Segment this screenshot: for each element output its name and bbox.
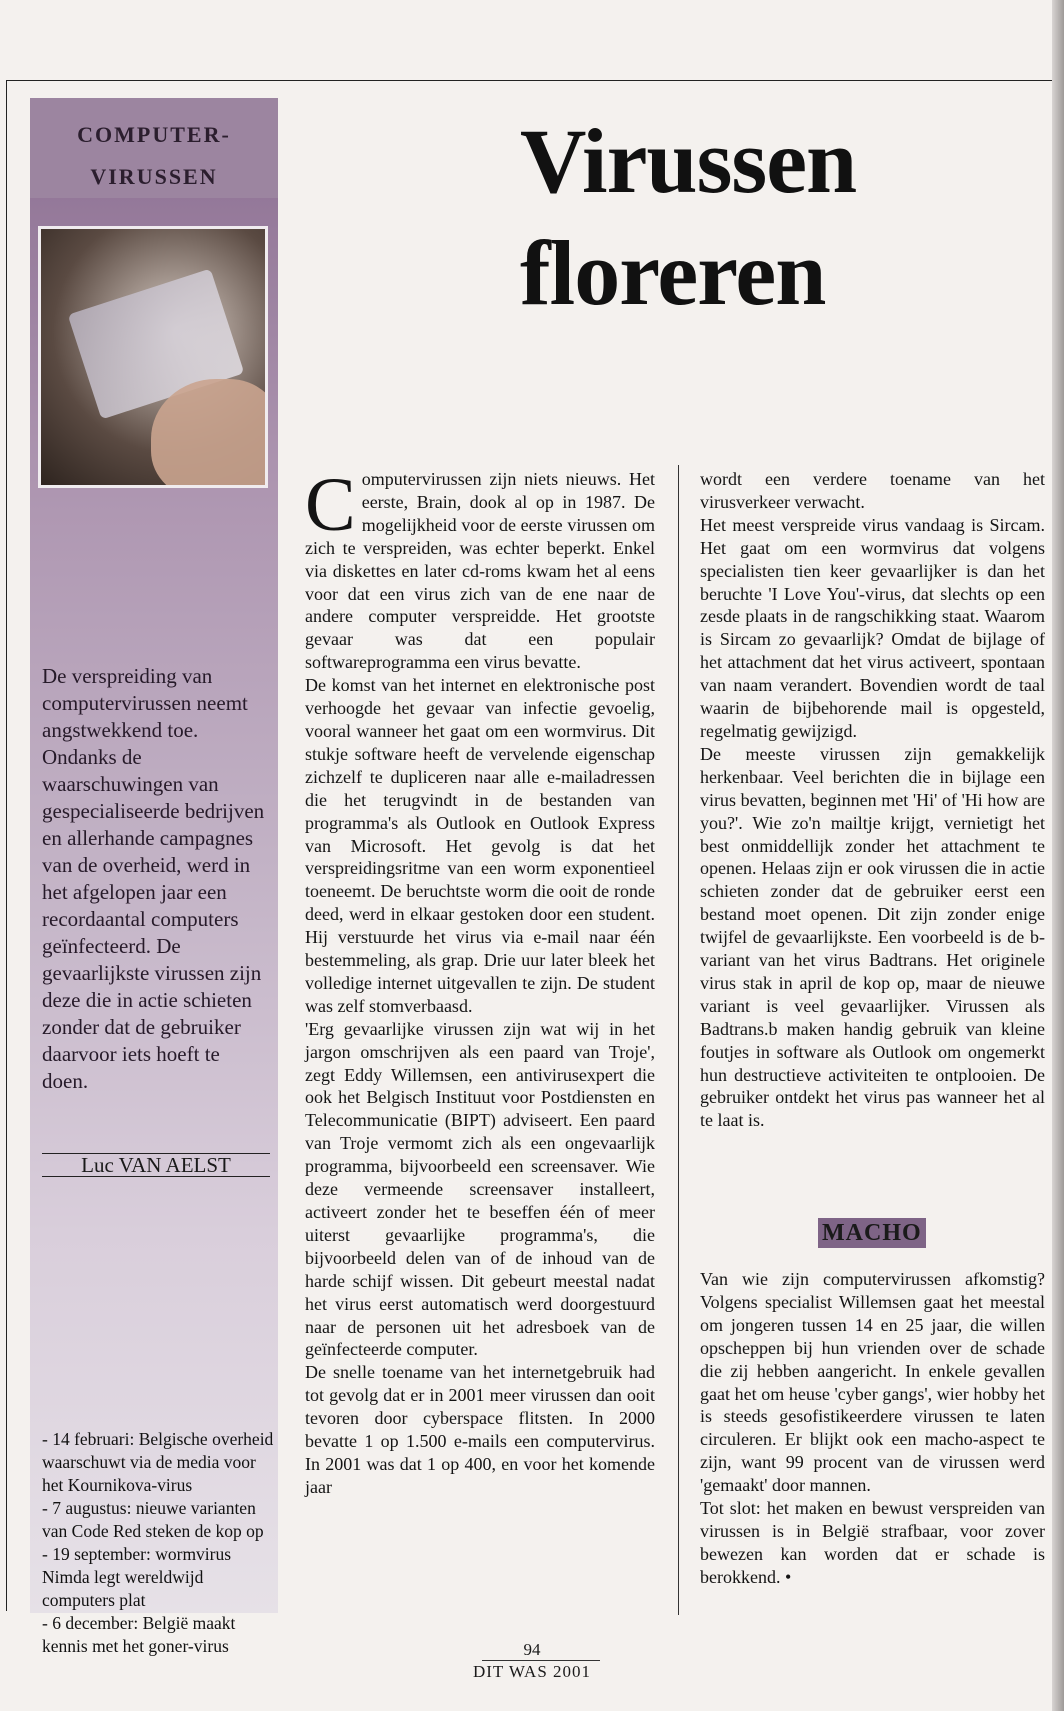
drop-cap: C bbox=[305, 463, 356, 547]
sidebar bbox=[30, 98, 278, 1656]
closing-paragraph bbox=[700, 1497, 1045, 1589]
article-column-1 bbox=[305, 463, 655, 1499]
paragraph: Tot slot: het maken en bewust verspreiden van virussen is in België strafbaar, voor zover bewezen kan worden dat er schade is berokkend. bbox=[700, 1498, 1045, 1587]
publication-name: DIT WAS 2001 bbox=[472, 1662, 592, 1681]
page-number: 94 bbox=[523, 1640, 541, 1659]
sidebar-heading-line2: VIRUSSEN bbox=[90, 164, 218, 189]
article-column-2b bbox=[700, 1268, 1045, 1589]
paragraph: 'Erg gevaarlijke virussen zijn wat wij in het jargon omschrijven als een paard van Troje', zegt Eddy Willemsen, een antivirusexpert die ook het Belgisch Instituut voor Postdiensten en Telecommunicatie (BIPT) adviseert. Een paard van Troje vermomt zich als een ongevaarlijk programma, bijvoorbeeld een screensaver. Wie deze vermeende screensaver installeert, activeert zonder het te beseffen één of meer uiterst gevaarlijke programma's, die bijvoorbeeld delen van of de inhoud van de harde schijf wissen. Dit gebeurt meestal nadat het virus eerst automatisch werd doorgestuurd naar de personen uit het adresboek van de geïnfecteerde computer. bbox=[305, 1018, 655, 1360]
title-line1: Virussen bbox=[520, 110, 857, 212]
paragraph: De meeste virussen zijn gemakkelijk herkenbaar. Veel berichten die in bijlage een virus bevatten, beginnen met 'Hi' of 'Hi how are you?'. Wie zo'n mailtje krijgt, vernietigt het best onmiddellijk zonder het attachment te openen. Helaas zijn er ook virussen die in actie schieten zonder dat de gebruiker eerst een bestand moet openen. Dit zijn zonder enige twijfel de gevaarlijkste. Een voorbeeld is de b-variant van het virus Badtrans. Het originele virus stak in april de kop op, maar de nieuwe variant is veel gevaarlijker. Virussen als Badtrans.b maken handig gebruik van kleine foutjes in software als Outlook om ongemerkt hun destructieve activiteiten te ontplooien. De gebruiker ontdekt het virus pas wanneer het al te laat is. bbox=[700, 743, 1045, 1131]
page-edge bbox=[1052, 0, 1064, 1711]
article-title bbox=[520, 105, 856, 329]
author-byline: Luc VAN AELST bbox=[42, 1153, 270, 1177]
column-rule bbox=[678, 465, 679, 1615]
article-column-2 bbox=[700, 468, 1045, 1132]
timeline-item: - 19 september: wormvirus Nimda legt wereldwijd computers plat bbox=[42, 1544, 232, 1610]
end-mark: • bbox=[784, 1566, 792, 1587]
sidebar-heading-line1: COMPUTER- bbox=[77, 122, 231, 147]
paragraph: De snelle toename van het internetgebruik had tot gevolg dat er in 2001 meer virussen dan ooit tevoren door cyberspace flitsten. In 2000 bevatte 1 op 1.500 e-mails een computervirus. In 2001 was dat 1 op 400, en voor het komende jaar bbox=[305, 1362, 655, 1497]
timeline-item: - 14 februari: Belgische overheid waarschuwt via de media voor het Kournikova-virus bbox=[42, 1429, 274, 1495]
timeline-list bbox=[42, 1428, 274, 1658]
sidebar-intro: De verspreiding van computervirussen neemt angstwekkend toe. Ondanks de waarschuwingen van gespecialiseerde bedrijven en allerhande campagnes van de overheid, werd in het afgelopen jaar een recordaantal computers geïnfecteerd. De gevaarlijkste virussen zijn deze die in actie schieten zonder dat de gebruiker daarvoor iets hoeft te doen. bbox=[42, 664, 265, 1093]
keyboard-photo bbox=[38, 226, 268, 488]
timeline-item: - 6 december: België maakt kennis met het goner-virus bbox=[42, 1613, 236, 1656]
title-line2: floreren bbox=[520, 222, 826, 324]
paragraph: Het meest verspreide virus vandaag is Sircam. Het gaat om een wormvirus dat volgens specialisten tien keer gevaarlijker is dan het beruchte 'I Love You'-virus, dat slechts op een zesde plaats in de rangschikking staat. Waarom is Sircam zo gevaarlijk? Omdat de bijlage of het attachment dat het virus activeert, spontaan van naam verandert. Bovendien wordt de taal waarin de bijbehorende mail is opgesteld, regelmatig gewijzigd. bbox=[700, 514, 1045, 741]
paragraph: wordt een verdere toename van het virusverkeer verwacht. bbox=[700, 469, 1045, 512]
paragraph: De komst van het internet en elektronische post verhoogde het gevaar van infectie gevoelig, vooral wanneer het gaat om een wormvirus. Dit stukje software heeft de vervelende eigenschap zichzelf te dupliceren naar alle e-mailadressen die het terugvindt in de bestanden van programma's als Outlook en Outlook Express van Microsoft. Het gevolg is dat het verspreidingsritme van een worm exponentieel toeneemt. De beruchtste worm die ooit de ronde deed, werd in elkaar gestoken door een student. Hij verstuurde het virus via e-mail naar één bestemmeling, als grap. Drie uur later bleek het volledige internet uitgevallen te zijn. De student was zelf stomverbaasd. bbox=[305, 675, 655, 1016]
footer-rule bbox=[482, 1660, 600, 1661]
sidebar-heading bbox=[30, 98, 278, 198]
paragraph: omputervirussen zijn niets nieuws. Het eerste, Brain, dook al op in 1987. De mogelijkheid voor de eerste virussen om zich te verspreiden, was echter beperkt. Enkel via diskettes en later cd-roms kwam het al eens voor dat een virus zich van de ene naar de andere computer verspreidde. Het grootste gevaar was dat een populair softwareprogramma een virus bevatte. bbox=[305, 469, 655, 673]
section-subhead: MACHO bbox=[818, 1218, 926, 1248]
paragraph: Van wie zijn computervirussen afkomstig? Volgens specialist Willemsen gaat het meestal om jongeren tussen 14 en 25 jaar, die willen opscheppen bij hun vrienden over de schade die zij hebben aangericht. In enkele gevallen gaat het om heuse 'cyber gangs', wier hobby het is steeds gesofistikeerdere virussen te laten circuleren. Er blijkt ook een macho-aspect te zijn, want 99 procent van de virussen werd 'gemaakt' door mannen. bbox=[700, 1269, 1045, 1496]
timeline-item: - 7 augustus: nieuwe varianten van Code Red steken de kop op bbox=[42, 1498, 264, 1541]
